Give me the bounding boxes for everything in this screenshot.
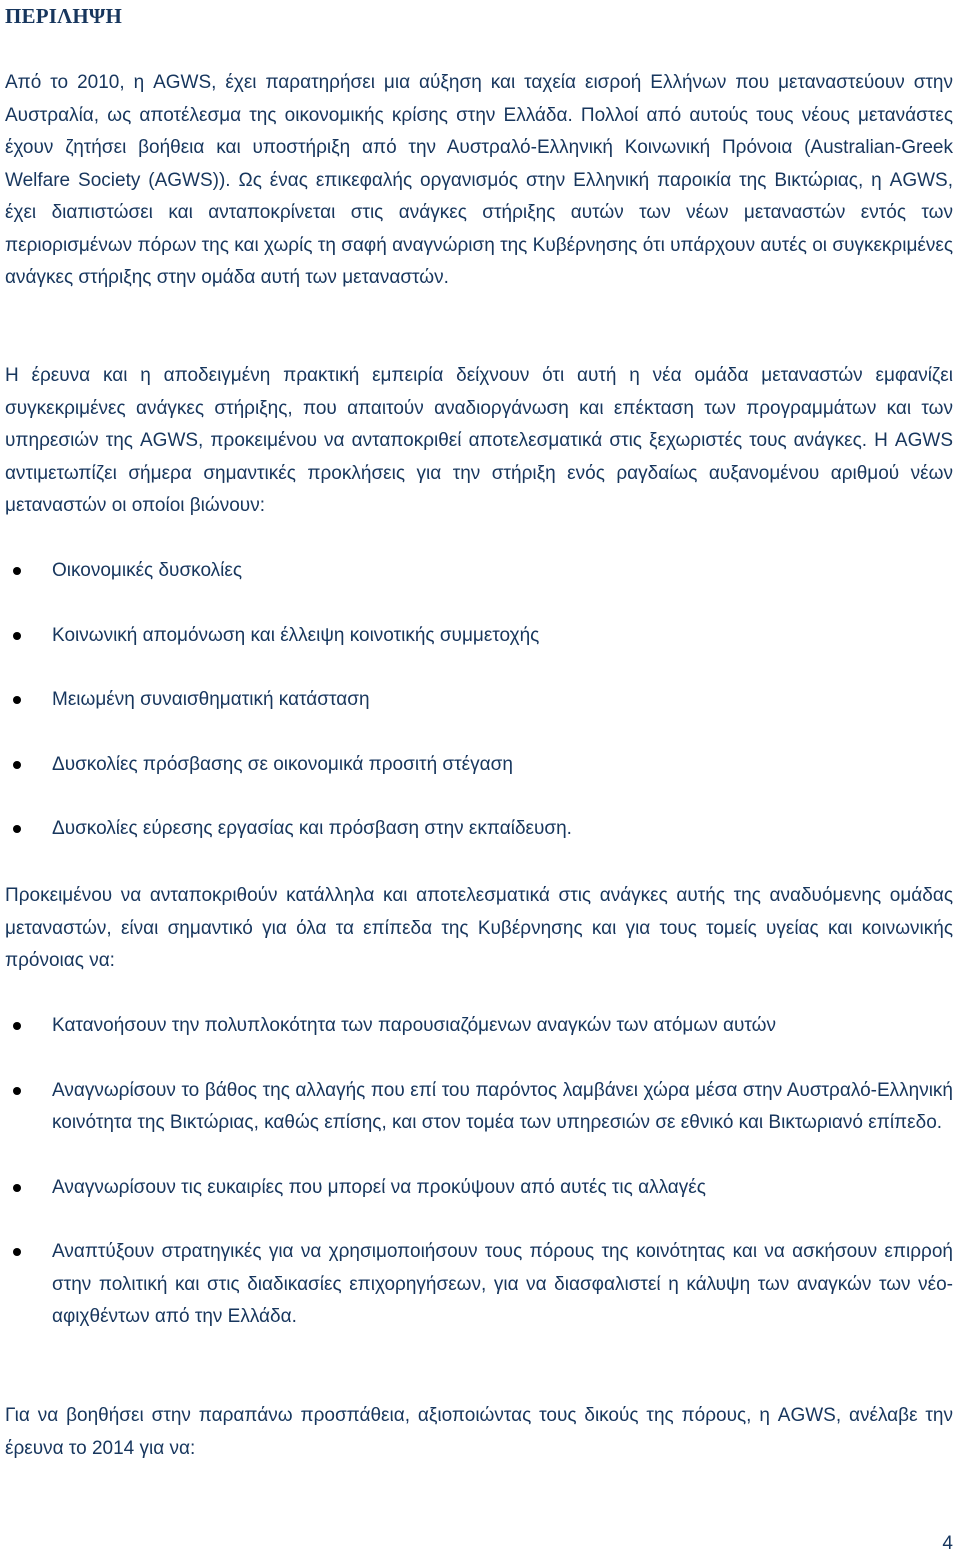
list-item — [5, 813, 953, 846]
actions-list — [5, 1010, 953, 1334]
list-item — [5, 620, 953, 653]
difficulties-list — [5, 555, 953, 846]
list-item — [5, 1010, 953, 1043]
bullet-icon — [13, 1248, 21, 1256]
bullet-icon — [13, 761, 21, 769]
document-page — [5, 0, 953, 1560]
list-item-text: Μειωμένη συναισθηματική κατάσταση — [52, 689, 370, 710]
list-item-text: Δυσκολίες πρόσβασης σε οικονομικά προσιτή στέγαση — [52, 753, 513, 775]
list-item — [5, 555, 953, 588]
list-item-text: Αναγνωρίσουν το βάθος της αλλαγής που επί του παρόντος λαμβάνει χώρα μέσα στην Αυστραλό-Ελληνική κοινότητα της Βικτώριας, καθώς επίσης, και στον τομέα των υπηρεσιών σε εθνικό και Βικτωριανό επίπεδο. — [52, 1079, 953, 1133]
page-number: 4 — [942, 1533, 953, 1554]
list-item-text: Κατανοήσουν την πολυπλοκότητα των παρουσιαζόμενων αναγκών των ατόμων αυτών — [52, 1015, 776, 1036]
bullet-icon — [13, 696, 21, 704]
bullet-icon — [13, 1022, 21, 1030]
paragraph-intro: Από το 2010, η AGWS, έχει παρατηρήσει μια αύξηση και ταχεία εισροή Ελλήνων που μεταναστεύουν στην Αυστραλία, ως αποτέλεσμα της οικονομικής κρίσης στην Ελλάδα. Πολλοί από αυτούς τους νέους μετανάστες έχουν ζητήσει βοήθεια και υποστήριξη από την Αυστραλό-Ελληνική Κοινωνική Πρόνοια (Australian-Greek Welfare Society (AGWS)). Ως ένας επικεφαλής οργανισμός στην Ελληνική παροικία της Βικτώριας, η AGWS, έχει διαπιστώσει και ανταποκρίνεται στις ανάγκες στήριξης αυτών των νέων μεταναστών εντός των περιορισμένων πόρων της και χωρίς τη σαφή αναγνώριση της Κυβέρνησης ότι υπάρχουν αυτές οι συγκεκριμένες ανάγκες στήριξης στην ομάδα αυτή των μεταναστών. — [5, 72, 953, 288]
list-item-text: Κοινωνική απομόνωση και έλλειψη κοινοτικής συμμετοχής — [52, 624, 540, 646]
list-item — [5, 749, 953, 782]
bullet-icon — [13, 567, 21, 575]
paragraph-government: Προκειμένου να ανταποκριθούν κατάλληλα και αποτελεσματικά στις ανάγκες αυτής της αναδυόμενης ομάδας μεταναστών, είναι σημαντικό για όλα τα επίπεδα της Κυβέρνησης και για τους τομείς υγείας και κοινωνικής πρόνοιας να: — [5, 885, 953, 971]
bullet-icon — [13, 632, 21, 640]
list-item-text: Αναγνωρίσουν τις ευκαιρίες που μπορεί να προκύψουν από αυτές τις αλλαγές — [52, 1176, 706, 1198]
list-item — [5, 1172, 953, 1205]
bullet-icon — [13, 1087, 21, 1095]
list-item — [5, 1236, 953, 1334]
list-item — [5, 1075, 953, 1140]
paragraph-research: Η έρευνα και η αποδειγμένη πρακτική εμπειρία δείχνουν ότι αυτή η νέα ομάδα μεταναστών εμφανίζει συγκεκριμένες ανάγκες στήριξης, που απαιτούν αναδιοργάνωση και επέκταση των προγραμμάτων και των υπηρεσιών της AGWS, προκειμένου να ανταποκριθεί αποτελεσματικά στις ξεχωριστές τους ανάγκες. Η AGWS αντιμετωπίζει σήμερα σημαντικές προκλήσεις για την στήριξη ενός ραγδαίως αυξανομένου αριθμού νέων μεταναστών οι οποίοι βιώνουν: — [5, 365, 953, 516]
list-item-text: Δυσκολίες εύρεσης εργασίας και πρόσβαση στην εκπαίδευση. — [52, 818, 572, 839]
paragraph-research-2014: Για να βοηθήσει στην παραπάνω προσπάθεια, αξιοποιώντας τους δικούς της πόρους, η AGWS, ανέλαβε την έρευνα το 2014 για να: — [5, 1405, 953, 1459]
bullet-icon — [13, 825, 21, 833]
bullet-icon — [13, 1184, 21, 1192]
list-item-text: Οικονομικές δυσκολίες — [52, 560, 242, 581]
list-item-text: Αναπτύξουν στρατηγικές για να χρησιμοποιήσουν τους πόρους της κοινότητας και να ασκήσουν επιρροή στην πολιτική και στις διαδικασίες επιχορηγήσεων, για να διασφαλιστεί η κάλυψη των αναγκών των νέο-αφιχθέντων από την Ελλάδα. — [52, 1241, 953, 1327]
page-title: ΠΕΡΙΛΗΨΗ — [5, 4, 123, 28]
list-item — [5, 684, 953, 717]
